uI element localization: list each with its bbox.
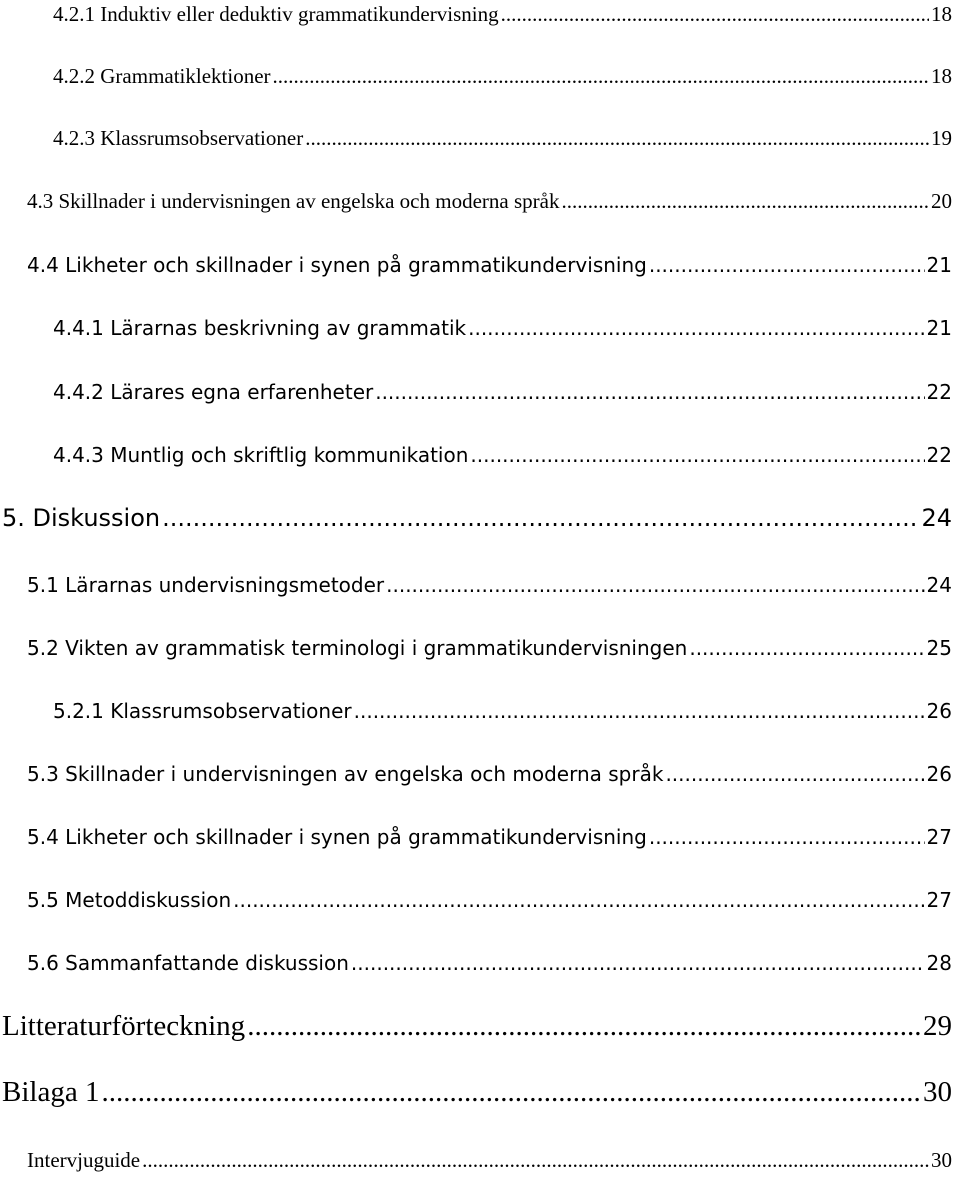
toc-leader-dots [649, 825, 925, 849]
toc-entry-4-2-3 [53, 126, 952, 156]
toc-entry-page: 27 [926, 825, 952, 849]
toc-leader-dots [247, 1010, 921, 1043]
toc-entry-4-4-3 [53, 443, 952, 473]
toc-entry-5-2 [27, 636, 952, 666]
toc-entry-5-6 [27, 951, 952, 981]
toc-entry-4-4 [27, 253, 952, 283]
toc-entry-5-2-1 [53, 699, 952, 729]
toc-entry-page: 20 [931, 189, 952, 213]
toc-leader-dots [233, 888, 924, 912]
toc-entry-4-4-2 [53, 380, 952, 410]
toc-entry-page: 18 [931, 2, 952, 26]
toc-entry-litteraturforteckning [2, 1010, 952, 1050]
toc-leader-dots [305, 126, 929, 151]
toc-leader-dots [101, 1076, 921, 1109]
toc-entry-page: 21 [926, 316, 952, 340]
toc-leader-dots [665, 762, 924, 786]
toc-leader-dots [649, 253, 925, 277]
toc-entry-5-3 [27, 762, 952, 792]
toc-entry-label: 4.4.1 Lärarnas beskrivning av grammatik [53, 316, 467, 340]
toc-leader-dots [375, 380, 924, 404]
toc-entry-4-3 [27, 189, 952, 219]
toc-entry-5-5 [27, 888, 952, 918]
toc-entry-label: 5.4 Likheter och skillnader i synen på grammatikundervisning [27, 825, 647, 849]
toc-entry-page: 30 [923, 1076, 952, 1108]
toc-entry-label: 4.4.3 Muntlig och skriftlig kommunikation [53, 443, 469, 467]
toc-entry-label: 4.2.1 Induktiv eller deduktiv grammatikundervisning [53, 2, 499, 26]
toc-entry-5 [2, 504, 952, 538]
toc-entry-page: 26 [926, 762, 952, 786]
toc-entry-label: 5.2 Vikten av grammatisk terminologi i grammatikundervisningen [27, 636, 688, 660]
toc-entry-label: 4.4.2 Lärares egna erfarenheter [53, 380, 374, 404]
toc-leader-dots [273, 64, 929, 89]
toc-entry-label: 5.6 Sammanfattande diskussion [27, 951, 349, 975]
toc-entry-bilaga-1 [2, 1076, 952, 1116]
toc-entry-page: 24 [926, 573, 952, 597]
toc-entry-page: 30 [931, 1148, 952, 1172]
toc-entry-page: 22 [926, 380, 952, 404]
toc-entry-5-1 [27, 573, 952, 603]
toc-leader-dots [142, 1148, 929, 1173]
toc-entry-label: 5.2.1 Klassrumsobservationer [53, 699, 352, 723]
toc-leader-dots [162, 504, 919, 532]
toc-entry-page: 29 [923, 1010, 952, 1042]
toc-entry-page: 27 [926, 888, 952, 912]
toc-entry-label: Intervjuguide [27, 1148, 141, 1172]
toc-entry-4-2-2 [53, 64, 952, 94]
toc-leader-dots [561, 189, 929, 214]
toc-entry-page: 22 [926, 443, 952, 467]
toc-leader-dots [689, 636, 924, 660]
toc-leader-dots [386, 573, 924, 597]
toc-entry-page: 26 [926, 699, 952, 723]
toc-entry-label: 5.3 Skillnader i undervisningen av engelska och moderna språk [27, 762, 664, 786]
toc-entry-label: 4.4 Likheter och skillnader i synen på grammatikundervisning [27, 253, 647, 277]
toc-leader-dots [501, 2, 929, 27]
toc-entry-label: 5.1 Lärarnas undervisningsmetoder [27, 573, 385, 597]
toc-entry-page: 19 [931, 126, 952, 150]
toc-entry-intervjuguide [27, 1148, 952, 1178]
toc-entry-page: 24 [921, 504, 952, 532]
toc-entry-label: 4.2.2 Grammatiklektioner [53, 64, 271, 88]
toc-leader-dots [468, 316, 924, 340]
toc-leader-dots [470, 443, 924, 467]
toc-entry-label: 5. Diskussion [2, 504, 161, 532]
toc-entry-page: 21 [926, 253, 952, 277]
toc-entry-label: 4.3 Skillnader i undervisningen av engelska och moderna språk [27, 189, 560, 213]
toc-entry-label: Litteraturförteckning [2, 1010, 246, 1042]
toc-entry-4-4-1 [53, 316, 952, 346]
toc-leader-dots [351, 951, 925, 975]
toc-entry-page: 25 [926, 636, 952, 660]
toc-entry-4-2-1 [53, 2, 952, 32]
toc-entry-label: 5.5 Metoddiskussion [27, 888, 232, 912]
toc-entry-5-4 [27, 825, 952, 855]
toc-entry-page: 28 [926, 951, 952, 975]
toc-leader-dots [354, 699, 925, 723]
toc-entry-label: Bilaga 1 [2, 1076, 100, 1108]
toc-entry-page: 18 [931, 64, 952, 88]
toc-entry-label: 4.2.3 Klassrumsobservationer [53, 126, 304, 150]
